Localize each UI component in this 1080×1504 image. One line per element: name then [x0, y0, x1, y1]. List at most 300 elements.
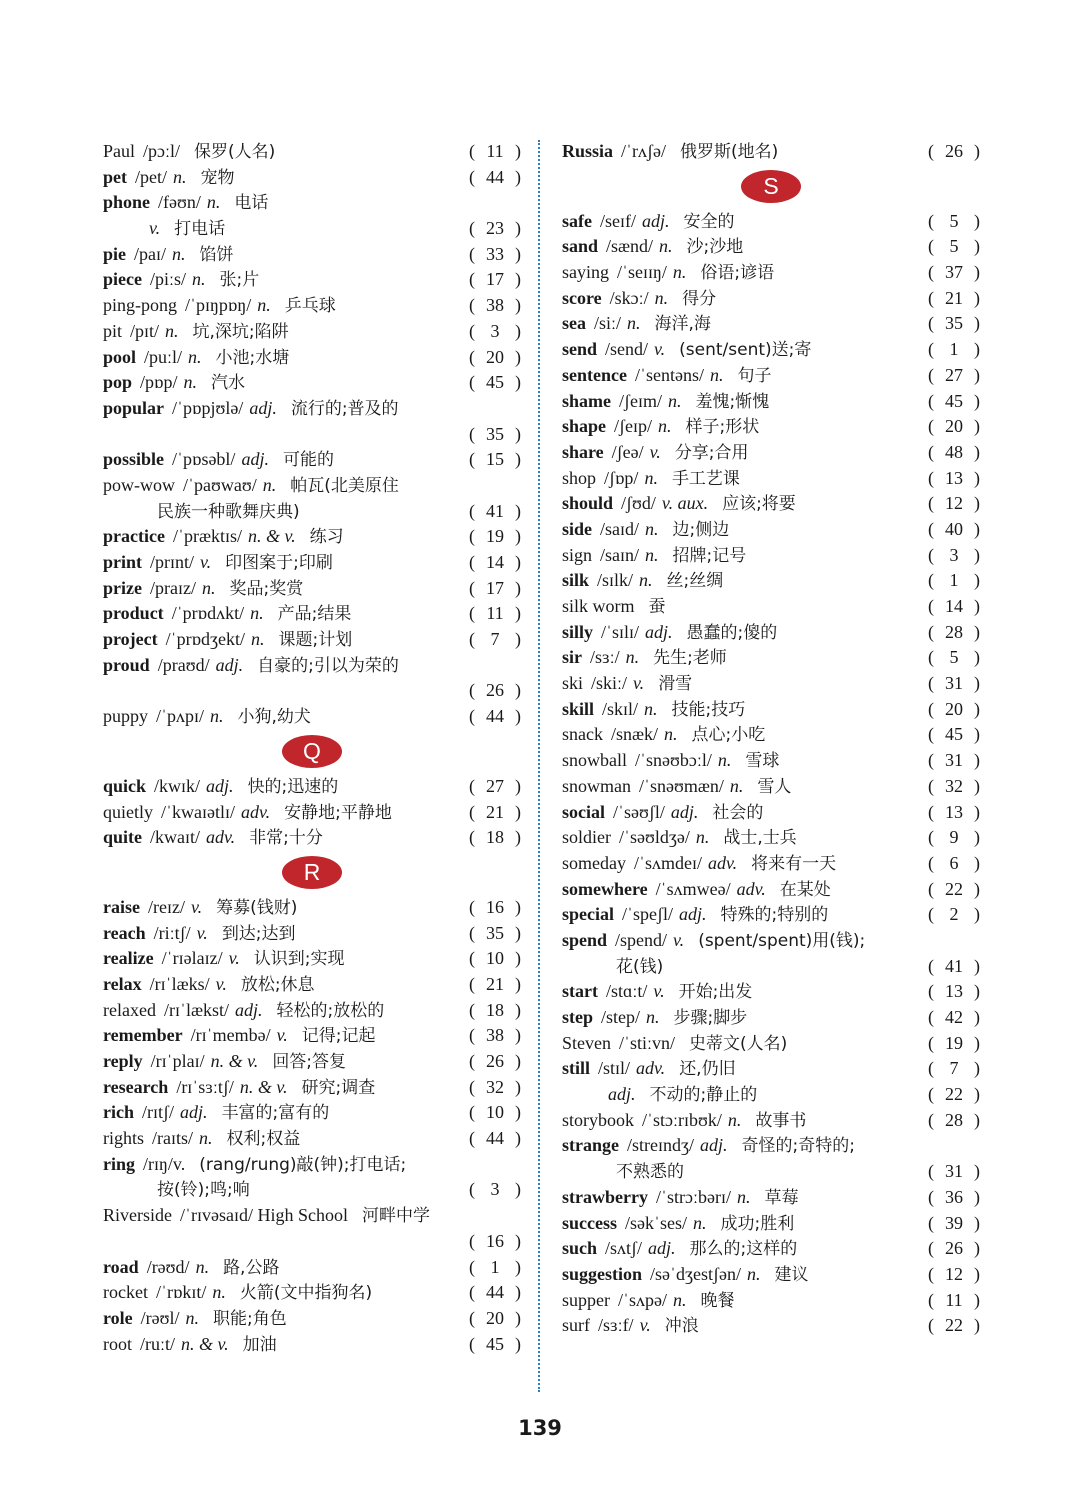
unit-reference	[469, 1306, 521, 1332]
unit-reference	[469, 216, 521, 242]
unit-number: 28	[945, 1109, 963, 1130]
phonetic: /piːs/	[149, 269, 186, 290]
phonetic: /pet/	[135, 166, 167, 187]
part-of-speech: n.	[183, 372, 197, 393]
paren-close: )	[974, 544, 980, 565]
paren-close: )	[974, 1058, 980, 1079]
vocab-entry	[103, 1280, 521, 1306]
part-of-speech: n.	[746, 1263, 761, 1284]
vocab-entry	[562, 209, 980, 235]
paren-close: )	[974, 621, 980, 642]
unit-reference	[469, 972, 521, 998]
vocab-entry	[562, 877, 980, 903]
paren-open: (	[469, 629, 475, 650]
unit-number: 12	[945, 1263, 963, 1284]
headword: pop	[103, 372, 133, 393]
paren-open: (	[469, 973, 475, 994]
chinese-meaning: 认识到;实现	[253, 949, 345, 970]
unit-number: 17	[486, 577, 504, 598]
vocab-entry	[103, 1075, 521, 1101]
vocab-entry	[562, 1005, 980, 1031]
phonetic: /səkˈses/	[625, 1212, 687, 1233]
paren-open: (	[928, 262, 934, 283]
chinese-meaning: 放松;休息	[240, 974, 315, 995]
phonetic: /ˈstrɔːbərɪ/	[655, 1186, 731, 1207]
vocab-entry	[562, 234, 980, 260]
unit-number: 11	[486, 141, 504, 161]
part-of-speech: adj.	[608, 1084, 636, 1105]
section-letter-badge: S	[741, 170, 801, 203]
phonetic: /raɪts/	[152, 1128, 194, 1149]
phonetic: /rəʊl/	[140, 1307, 180, 1328]
unit-number: 18	[486, 827, 504, 848]
paren-close: )	[974, 313, 980, 334]
vocab-entry	[562, 1056, 980, 1082]
phonetic: /streɪndʒ/	[627, 1135, 694, 1156]
part-of-speech: adj.	[642, 210, 670, 231]
paren-open: (	[928, 1084, 934, 1105]
headword: ring	[103, 1153, 136, 1174]
paren-open: (	[469, 999, 475, 1020]
unit-reference	[469, 1332, 521, 1358]
unit-number: 16	[486, 1230, 504, 1251]
headword: special	[562, 904, 614, 925]
phonetic: /kwɪk/	[154, 775, 201, 796]
part-of-speech: n.	[668, 390, 682, 411]
part-of-speech: n.	[664, 724, 678, 745]
part-of-speech: n.	[251, 629, 265, 650]
unit-number: 35	[486, 423, 504, 444]
phonetic: /ˈpɒpjʊlə/	[172, 397, 244, 418]
chinese-meaning: 打电话	[174, 219, 226, 240]
headword: start	[562, 981, 598, 1002]
unit-number: 11	[945, 1289, 963, 1310]
unit-number: 1	[949, 570, 959, 591]
headword: spend	[562, 929, 608, 950]
paren-close: )	[515, 603, 521, 624]
vocab-entry	[103, 473, 521, 499]
vocab-entry	[103, 774, 521, 800]
chinese-meaning: 晚餐	[700, 1290, 735, 1311]
paren-close: )	[515, 526, 521, 547]
headword: success	[562, 1212, 617, 1233]
unit-number: 35	[945, 313, 963, 334]
headword: quick	[103, 775, 147, 796]
unit-reference	[928, 568, 980, 594]
unit-reference	[469, 267, 521, 293]
part-of-speech: v.	[196, 922, 208, 943]
unit-reference	[928, 979, 980, 1005]
unit-number: 42	[945, 1007, 963, 1027]
headword: shame	[562, 390, 611, 411]
chinese-meaning: 乒乓球	[284, 296, 336, 317]
unit-reference	[469, 946, 521, 972]
chinese-meaning: 到达;达到	[221, 923, 296, 944]
paren-open: (	[469, 552, 475, 572]
vocab-entry	[103, 921, 521, 947]
unit-number: 38	[486, 295, 504, 316]
paren-close: )	[974, 1161, 980, 1182]
paren-close: )	[515, 1076, 521, 1097]
unit-reference	[928, 1082, 980, 1108]
part-of-speech: n.	[644, 467, 658, 488]
vocab-entry	[103, 1100, 521, 1126]
part-of-speech: n.	[195, 1256, 210, 1277]
vocab-entry	[562, 774, 980, 800]
paren-close: )	[974, 1263, 980, 1284]
part-of-speech: v.	[190, 896, 203, 917]
chinese-meaning: 将来有一天	[751, 853, 837, 874]
paren-open: (	[469, 423, 475, 444]
unit-number: 44	[486, 166, 504, 187]
chinese-meaning: 流行的;普及的	[290, 398, 399, 419]
paren-open: (	[928, 441, 934, 462]
unit-reference	[469, 242, 521, 268]
paren-close: )	[515, 801, 521, 822]
paren-open: (	[469, 801, 475, 822]
phonetic: /sʌtʃ/	[605, 1238, 643, 1259]
chinese-meaning: 奇怪的;奇特的;	[741, 1136, 855, 1157]
paren-open: (	[469, 896, 475, 917]
vocab-entry	[103, 550, 521, 576]
paren-close: )	[515, 423, 521, 444]
vocab-entry	[562, 800, 980, 826]
chinese-meaning: 句子	[737, 365, 772, 386]
phonetic: /rɪˈmembə/	[190, 1025, 271, 1046]
chinese-meaning: 轻松的;放松的	[276, 1000, 385, 1021]
chinese-meaning: (sent/sent)送;寄	[679, 340, 812, 361]
part-of-speech: n.	[693, 1212, 707, 1233]
paren-close: )	[515, 243, 521, 264]
paren-close: )	[974, 878, 980, 899]
phonetic: /seɪf/	[600, 210, 636, 231]
headword: side	[562, 518, 593, 539]
chinese-meaning: 研究;调查	[301, 1077, 376, 1098]
chinese-meaning: 史蒂文(人名)	[689, 1033, 788, 1054]
section-header	[103, 730, 521, 774]
vocab-entry	[103, 139, 521, 165]
part-of-speech: n.	[644, 698, 658, 719]
phonetic: /step/	[601, 1007, 640, 1027]
vocab-entry	[562, 1108, 980, 1134]
phonetic: /ˈsʌmweə/	[655, 878, 731, 899]
chinese-meaning: 民族一种歌舞庆典)	[157, 501, 300, 522]
headword: piece	[103, 269, 142, 290]
unit-reference	[469, 319, 521, 345]
chinese-meaning: 权利;权益	[226, 1129, 301, 1150]
unit-reference	[469, 800, 521, 826]
phonetic: /pɒp/	[140, 372, 178, 393]
unit-number: 11	[486, 603, 504, 624]
part-of-speech: n.	[672, 262, 687, 283]
headword: still	[562, 1058, 591, 1079]
part-of-speech: n. & v.	[181, 1333, 229, 1354]
unit-reference	[928, 1211, 980, 1237]
paren-close: )	[515, 1282, 521, 1303]
vocab-entry	[103, 653, 521, 679]
unit-number: 37	[945, 262, 963, 283]
part-of-speech: n.	[645, 544, 659, 565]
phonetic: /sænd/	[606, 236, 654, 257]
paren-open: (	[928, 313, 934, 334]
paren-open: (	[469, 1307, 475, 1328]
vocab-entry	[562, 1262, 980, 1288]
headword: sign	[562, 544, 593, 565]
paren-open: (	[469, 1025, 475, 1046]
unit-number: 45	[486, 1333, 504, 1354]
phonetic: /ˈseɪɪŋ/	[617, 262, 667, 283]
headword: sentence	[562, 364, 627, 385]
part-of-speech: adv.	[707, 852, 738, 873]
headword: send	[562, 339, 598, 360]
chinese-meaning: 小狗,幼犬	[237, 707, 311, 728]
unit-number: 20	[486, 346, 504, 367]
paren-open: (	[469, 269, 475, 290]
unit-reference	[928, 1108, 980, 1134]
paren-close: )	[974, 750, 980, 771]
vocab-entry	[103, 267, 521, 293]
vocab-entry	[103, 345, 521, 371]
vocab-entry	[562, 1313, 980, 1339]
paren-open: (	[928, 287, 934, 308]
headword: proud	[103, 654, 150, 675]
unit-number: 17	[486, 269, 504, 290]
unit-reference	[469, 1229, 521, 1255]
part-of-speech: adj.	[206, 775, 234, 796]
paren-open: (	[928, 698, 934, 719]
paren-open: (	[928, 878, 934, 899]
headword: pow-wow	[103, 474, 175, 495]
chinese-meaning: 战士,士兵	[723, 828, 797, 849]
headword: puppy	[103, 706, 148, 727]
unit-reference	[469, 139, 521, 165]
unit-reference	[928, 234, 980, 260]
phonetic: /saɪd/	[600, 518, 640, 539]
phonetic: /send/	[605, 339, 649, 360]
paren-close: )	[515, 775, 521, 796]
phonetic: /ˈstiːvn/	[619, 1032, 676, 1053]
vocab-entry	[103, 190, 521, 216]
paren-open: (	[469, 922, 475, 943]
headword: safe	[562, 210, 592, 231]
part-of-speech: v.	[639, 1315, 651, 1336]
unit-reference	[469, 627, 521, 653]
headword: prize	[103, 577, 142, 598]
part-of-speech: n. & v.	[210, 1051, 259, 1071]
unit-number: 40	[945, 518, 963, 539]
paren-close: )	[515, 166, 521, 187]
vocab-entry	[103, 319, 521, 345]
vocab-entry	[562, 851, 980, 877]
phonetic: /ʃɒp/	[604, 467, 639, 488]
unit-number: 35	[486, 922, 504, 943]
vocab-entry	[562, 902, 980, 928]
paren-open: (	[928, 1186, 934, 1207]
unit-number: 45	[486, 372, 504, 393]
paren-close: )	[974, 570, 980, 591]
unit-reference	[928, 954, 980, 980]
headword: reply	[103, 1051, 143, 1071]
vocab-entry	[562, 440, 980, 466]
section-header	[562, 165, 980, 209]
headword: research	[103, 1076, 169, 1097]
phonetic: /skɔː/	[609, 287, 649, 308]
part-of-speech: adj.	[648, 1238, 676, 1259]
chinese-meaning: 草莓	[764, 1187, 799, 1208]
part-of-speech: n.	[262, 474, 277, 495]
part-of-speech: n.	[654, 287, 669, 308]
vocab-entry	[562, 543, 980, 569]
part-of-speech: v.	[649, 441, 661, 462]
phonetic: /sɪlk/	[597, 570, 634, 591]
paren-open: (	[928, 1212, 934, 1233]
headword: relaxed	[103, 999, 156, 1020]
unit-number: 5	[949, 236, 959, 257]
paren-open: (	[469, 1282, 475, 1303]
headword: project	[103, 629, 158, 650]
unit-number: 1	[490, 1256, 500, 1277]
chinese-meaning: 雪球	[745, 751, 780, 772]
part-of-speech: n.	[639, 570, 653, 591]
phonetic: /pɔːl/	[143, 141, 181, 161]
chinese-meaning: 筹募(钱财)	[216, 897, 298, 918]
unit-number: 28	[945, 621, 963, 642]
headword: pool	[103, 346, 137, 367]
paren-open: (	[928, 1109, 934, 1130]
unit-reference	[928, 337, 980, 363]
paren-close: )	[974, 339, 980, 360]
paren-close: )	[515, 1051, 521, 1071]
phonetic: /ruːt/	[140, 1333, 175, 1354]
paren-close: )	[974, 518, 980, 539]
phonetic: /səˈdʒestʃən/	[650, 1263, 741, 1284]
headword: sir	[562, 647, 582, 668]
vocab-entry	[103, 524, 521, 550]
phonetic: /rɪˈlæks/	[149, 973, 210, 994]
part-of-speech: n.	[165, 320, 179, 341]
headword: rich	[103, 1102, 134, 1123]
unit-number: 45	[945, 390, 963, 411]
headword: suggestion	[562, 1263, 643, 1284]
unit-reference	[469, 1280, 521, 1306]
unit-reference	[928, 139, 980, 165]
unit-reference	[928, 1288, 980, 1314]
unit-reference	[928, 1056, 980, 1082]
headword: pie	[103, 243, 127, 264]
vocab-entry	[103, 1332, 521, 1358]
vocab-entry	[103, 601, 521, 627]
unit-number: 22	[945, 878, 963, 899]
chinese-meaning: 俄罗斯(地名)	[680, 142, 779, 162]
paren-open: (	[928, 852, 934, 873]
chinese-meaning: 河畔中学	[361, 1206, 430, 1227]
unit-number: 26	[486, 680, 504, 701]
vocab-entry	[103, 946, 521, 972]
paren-close: )	[515, 500, 521, 521]
paren-open: (	[928, 570, 934, 591]
entry-continuation	[103, 1229, 521, 1255]
headword: rights	[103, 1128, 145, 1149]
part-of-speech: n.	[729, 775, 744, 796]
unit-reference	[469, 165, 521, 191]
paren-open: (	[928, 621, 934, 642]
unit-reference	[469, 1049, 521, 1075]
phonetic: /ˈsnəʊmæn/	[639, 775, 724, 796]
phonetic: /rəʊd/	[146, 1256, 190, 1277]
unit-number: 5	[949, 210, 959, 231]
phonetic: /ˈsəʊʃl/	[613, 801, 665, 822]
paren-open: (	[469, 218, 475, 239]
unit-number: 39	[945, 1212, 963, 1233]
unit-reference	[928, 286, 980, 312]
chinese-meaning: 奖品;奖赏	[229, 578, 304, 599]
vocab-entry	[103, 1152, 521, 1178]
unit-reference	[928, 697, 980, 723]
vocab-entry	[103, 293, 521, 319]
paren-close: )	[515, 1179, 521, 1200]
paren-open: (	[928, 904, 934, 925]
part-of-speech: n.	[257, 295, 271, 316]
headword: quite	[103, 827, 143, 848]
unit-number: 45	[945, 724, 963, 745]
part-of-speech: v.	[653, 981, 665, 1002]
vocab-entry	[562, 311, 980, 337]
unit-number: 38	[486, 1025, 504, 1046]
paren-open: (	[928, 493, 934, 514]
part-of-speech: adj.	[679, 904, 707, 925]
headword: practice	[103, 526, 165, 547]
paren-open: (	[928, 210, 934, 231]
unit-number: 23	[486, 218, 504, 239]
unit-number: 16	[486, 896, 504, 917]
unit-number: 44	[486, 706, 504, 727]
paren-open: (	[928, 801, 934, 822]
part-of-speech: n.	[173, 166, 187, 187]
entry-continuation	[103, 499, 521, 525]
part-of-speech: n.	[646, 1007, 660, 1027]
unit-number: 19	[486, 526, 504, 547]
paren-open: (	[928, 236, 934, 257]
paren-open: (	[469, 449, 475, 470]
unit-number: 26	[486, 1051, 504, 1071]
phonetic: /praʊd/	[157, 654, 210, 675]
paren-close: )	[515, 141, 521, 161]
phonetic: /riːtʃ/	[153, 922, 191, 943]
paren-close: )	[515, 922, 521, 943]
paren-open: (	[469, 141, 475, 161]
unit-number: 48	[945, 441, 963, 462]
headword: snowball	[562, 750, 627, 771]
unit-number: 13	[945, 467, 963, 488]
vocab-entry	[103, 825, 521, 851]
unit-number: 7	[949, 1058, 959, 1079]
paren-open: (	[469, 295, 475, 316]
vocab-entry	[562, 363, 980, 389]
paren-open: (	[469, 706, 475, 727]
part-of-speech: v.	[200, 552, 212, 572]
chinese-meaning: 边;侧边	[672, 519, 730, 540]
headword: relax	[103, 973, 142, 994]
part-of-speech: n.	[185, 1307, 200, 1328]
part-of-speech: adj.	[699, 1135, 728, 1156]
phonetic: /ˈrɒkɪt/	[155, 1282, 207, 1303]
part-of-speech: adv.	[240, 801, 271, 822]
paren-open: (	[928, 1315, 934, 1336]
unit-reference	[928, 877, 980, 903]
unit-number: 32	[486, 1076, 504, 1097]
chinese-meaning: 建议	[774, 1264, 809, 1285]
paren-close: )	[515, 706, 521, 727]
